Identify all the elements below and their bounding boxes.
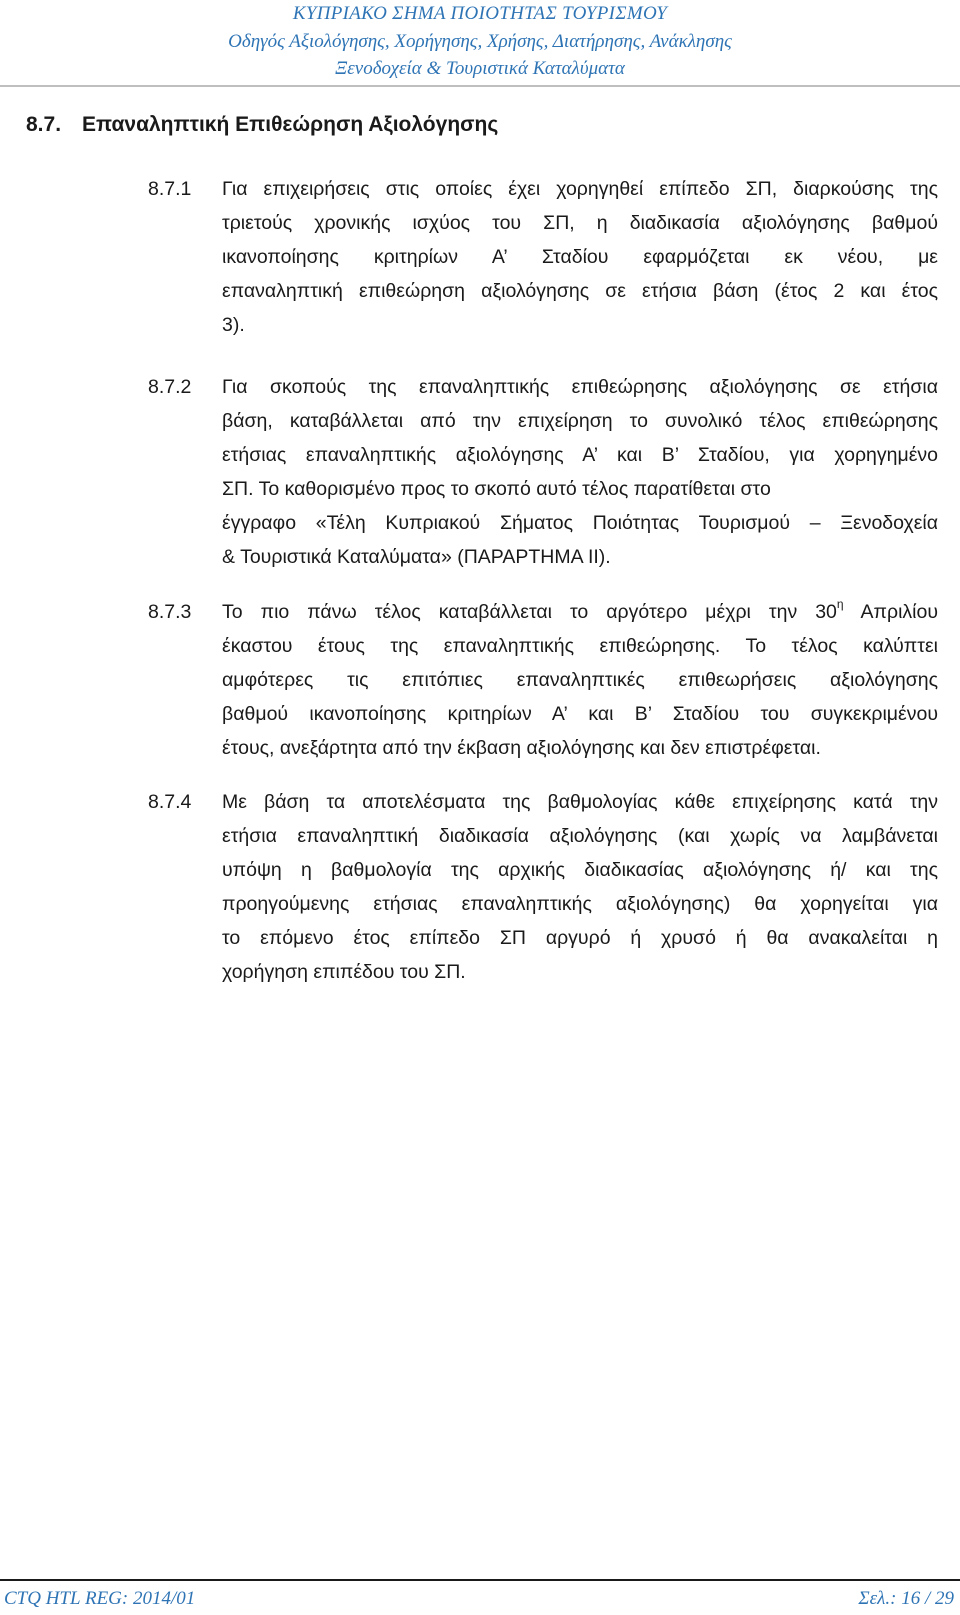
paragraph-line: ετήσιας επαναληπτικής αξιολόγησης Α’ και Β’ Σταδίου, για χορηγημένο bbox=[222, 444, 938, 466]
paragraph-line: επαναληπτική επιθεώρηση αξιολόγησης σε ετήσια βάση (έτος 2 και έτος bbox=[222, 280, 938, 302]
section-title: Επαναληπτική Επιθεώρηση Αξιολόγησης bbox=[82, 113, 499, 136]
paragraph-line: Με βάση τα αποτελέσματα της βαθμολογίας κάθε επιχείρησης κατά την bbox=[222, 791, 938, 813]
paragraph-line: το επόμενο έτος επίπεδο ΣΠ αργυρό ή χρυσό ή θα ανακαλείται η bbox=[222, 927, 938, 949]
document-code: CTQ HTL REG: 2014/01 bbox=[4, 1588, 196, 1609]
line-text: Το πιο πάνω τέλος καταβάλλεται το αργότερο μέχρι την 30 bbox=[222, 601, 837, 623]
paragraph-line: ετήσια επαναληπτική διαδικασία αξιολόγησης (και χωρίς να λαμβάνεται bbox=[222, 825, 938, 847]
paragraph-line: βάση, καταβάλλεται από την επιχείρηση το συνολικό τέλος επιθεώρησης bbox=[222, 410, 938, 432]
paragraph-line: προηγούμενης ετήσιας επαναληπτικής αξιολόγησης) θα χορηγείται για bbox=[222, 893, 938, 915]
paragraph-line: βαθμού ικανοποίησης κριτηρίων Α’ και Β’ Σταδίου του συγκεκριμένου bbox=[222, 703, 938, 725]
paragraph-line: χορήγηση επιπέδου του ΣΠ. bbox=[222, 961, 466, 983]
paragraph-number: 8.7.4 bbox=[148, 791, 192, 813]
page-number: Σελ.: 16 / 29 bbox=[858, 1588, 954, 1609]
paragraph-line: Για σκοπούς της επαναληπτικής επιθεώρησης αξιολόγησης σε ετήσια bbox=[222, 376, 938, 398]
paragraph-line: τριετούς χρονικής ισχύος του ΣΠ, η διαδικασία αξιολόγησης βαθμού bbox=[222, 212, 938, 234]
section-number: 8.7. bbox=[26, 113, 62, 136]
paragraph-line: ΣΠ. Το καθορισμένο προς το σκοπό αυτό τέλος παρατίθεται στο bbox=[222, 478, 771, 500]
paragraph-number: 8.7.1 bbox=[148, 178, 192, 200]
line-text: Απριλίου bbox=[843, 601, 939, 623]
section-heading bbox=[26, 113, 498, 137]
paragraph-line: Για επιχειρήσεις στις οποίες έχει χορηγηθεί επίπεδο ΣΠ, διαρκούσης της bbox=[222, 178, 938, 200]
paragraph-line: έκαστου έτους της επαναληπτικής επιθεώρησης. Το τέλος καλύπτει bbox=[222, 635, 938, 657]
paragraph-line: & Τουριστικά Καταλύματα» (ΠΑΡΑΡΤΗΜΑ ΙΙ). bbox=[222, 546, 611, 568]
paragraph-line: ικανοποίησης κριτηρίων Α’ Σταδίου εφαρμόζεται εκ νέου, με bbox=[222, 246, 938, 268]
paragraph-line: έγγραφο «Τέλη Κυπριακού Σήματος Ποιότητας Τουρισμού – Ξενοδοχεία bbox=[222, 512, 938, 534]
header-line-2: Οδηγός Αξιολόγησης, Χορήγησης, Χρήσης, Διατήρησης, Ανάκλησης bbox=[228, 31, 732, 52]
header-line-3: Ξενοδοχεία & Τουριστικά Καταλύματα bbox=[335, 58, 625, 79]
paragraph-line: έτους, ανεξάρτητα από την έκβαση αξιολόγησης και δεν επιστρέφεται. bbox=[222, 737, 821, 759]
paragraph-number: 8.7.2 bbox=[148, 376, 192, 398]
paragraph-line: αμφότερες τις επιτόπιες επαναληπτικές επιθεωρήσεις αξιολόγησης bbox=[222, 669, 938, 691]
header-line-1: ΚΥΠΡΙΑΚΟ ΣΗΜΑ ΠΟΙΟΤΗΤΑΣ ΤΟΥΡΙΣΜΟΥ bbox=[292, 3, 668, 24]
paragraph-line: 3). bbox=[222, 314, 245, 336]
paragraph-line: υπόψη η βαθμολογία της αρχικής διαδικασίας αξιολόγησης ή/ και της bbox=[222, 859, 938, 881]
superscript: η bbox=[836, 597, 844, 611]
footer-divider bbox=[0, 1579, 960, 1581]
header-divider bbox=[0, 85, 960, 87]
paragraph-line bbox=[222, 597, 939, 624]
paragraph-number: 8.7.3 bbox=[148, 601, 192, 623]
